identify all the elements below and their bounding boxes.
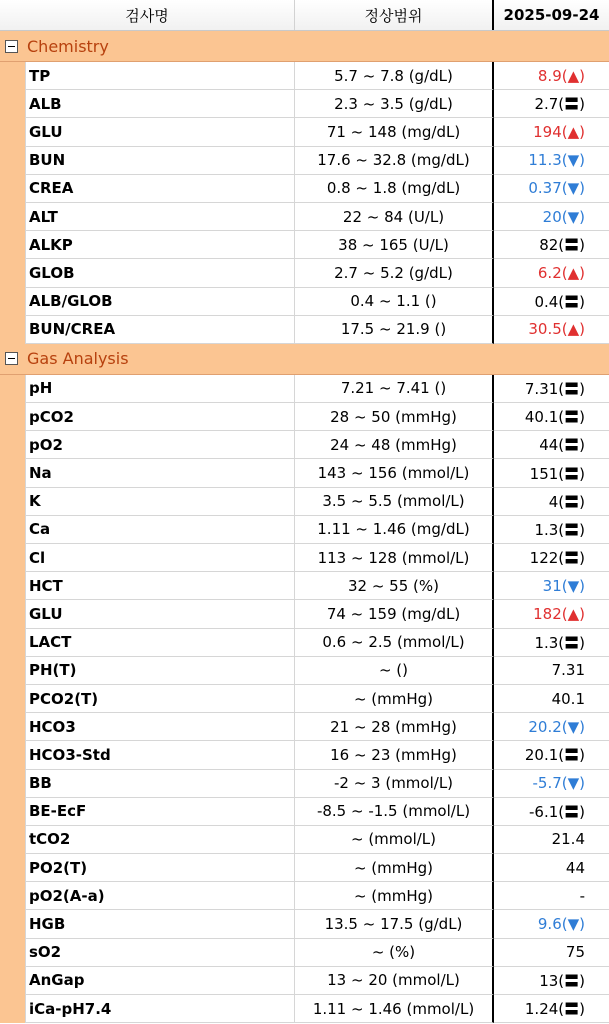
test-name-cell[interactable]: GLU: [25, 600, 295, 628]
result-value-cell[interactable]: -: [494, 882, 609, 910]
result-value-cell[interactable]: 75: [494, 939, 609, 967]
group-indent-gutter: [0, 544, 25, 572]
test-name-cell[interactable]: TP: [25, 62, 295, 90]
group-header[interactable]: [0, 31, 609, 62]
normal-range-cell[interactable]: 74 ~ 159 (mg/dL): [295, 600, 494, 628]
result-value-cell[interactable]: -6.1(〓): [494, 798, 609, 826]
test-name-cell[interactable]: PCO2(T): [25, 685, 295, 713]
table-row[interactable]: [0, 798, 609, 826]
group-indent-gutter: [0, 770, 25, 798]
group-indent-gutter: [0, 459, 25, 487]
collapse-toggle-icon[interactable]: [5, 40, 18, 53]
test-name-cell[interactable]: GLOB: [25, 259, 295, 287]
table-row[interactable]: [0, 375, 609, 403]
result-value-cell[interactable]: 31(▼): [494, 572, 609, 600]
normal-range-cell[interactable]: ~ (mmHg): [295, 685, 494, 713]
column-header-normal-range[interactable]: 정상범위: [295, 0, 494, 30]
test-name-cell[interactable]: ALB: [25, 90, 295, 118]
normal-range-cell[interactable]: ~ (mmol/L): [295, 826, 494, 854]
group-indent-gutter: [0, 939, 25, 967]
table-row[interactable]: [0, 288, 609, 316]
normal-range-cell[interactable]: 3.5 ~ 5.5 (mmol/L): [295, 488, 494, 516]
result-value-cell[interactable]: 151(〓): [494, 459, 609, 487]
result-value-cell[interactable]: 40.1(〓): [494, 403, 609, 431]
test-name-cell[interactable]: BB: [25, 770, 295, 798]
table-row[interactable]: [0, 431, 609, 459]
result-value-cell[interactable]: 20.2(▼): [494, 713, 609, 741]
group-indent-gutter: [0, 657, 25, 685]
test-name-cell[interactable]: PO2(T): [25, 854, 295, 882]
group-indent-gutter: [0, 516, 25, 544]
result-value-cell[interactable]: 13(〓): [494, 967, 609, 995]
grid-body: [0, 31, 609, 1023]
normal-range-cell[interactable]: 28 ~ 50 (mmHg): [295, 403, 494, 431]
normal-range-cell[interactable]: 0.4 ~ 1.1 (): [295, 288, 494, 316]
table-row[interactable]: [0, 175, 609, 203]
test-name-cell[interactable]: iCa-pH7.4: [25, 995, 295, 1023]
result-value-cell[interactable]: 182(▲): [494, 600, 609, 628]
normal-range-cell[interactable]: -2 ~ 3 (mmol/L): [295, 770, 494, 798]
group-indent-gutter: [0, 90, 25, 118]
test-name-cell[interactable]: BUN/CREA: [25, 316, 295, 344]
normal-range-cell[interactable]: ~ (mmHg): [295, 882, 494, 910]
group-indent-gutter: [0, 685, 25, 713]
group-indent-gutter: [0, 203, 25, 231]
group-title: Gas Analysis: [27, 349, 129, 369]
group-indent-gutter: [0, 882, 25, 910]
table-row[interactable]: [0, 147, 609, 175]
table-row[interactable]: [0, 826, 609, 854]
normal-range-cell[interactable]: ~ (): [295, 657, 494, 685]
normal-range-cell[interactable]: 5.7 ~ 7.8 (g/dL): [295, 62, 494, 90]
test-name-cell[interactable]: sO2: [25, 939, 295, 967]
normal-range-cell[interactable]: 0.8 ~ 1.8 (mg/dL): [295, 175, 494, 203]
result-value-cell[interactable]: 44(〓): [494, 431, 609, 459]
table-row[interactable]: [0, 600, 609, 628]
normal-range-cell[interactable]: 7.21 ~ 7.41 (): [295, 375, 494, 403]
normal-range-cell[interactable]: 1.11 ~ 1.46 (mmol/L): [295, 995, 494, 1023]
test-name-cell[interactable]: BUN: [25, 147, 295, 175]
result-value-cell[interactable]: 0.37(▼): [494, 175, 609, 203]
test-name-cell[interactable]: ALKP: [25, 231, 295, 259]
normal-range-cell[interactable]: 2.3 ~ 3.5 (g/dL): [295, 90, 494, 118]
result-value-cell[interactable]: 11.3(▼): [494, 147, 609, 175]
table-row[interactable]: [0, 854, 609, 882]
test-name-cell[interactable]: HCO3: [25, 713, 295, 741]
normal-range-cell[interactable]: 143 ~ 156 (mmol/L): [295, 459, 494, 487]
test-name-cell[interactable]: LACT: [25, 629, 295, 657]
table-row[interactable]: [0, 316, 609, 344]
table-row[interactable]: [0, 459, 609, 487]
group-indent-gutter: [0, 572, 25, 600]
group-indent-gutter: [0, 798, 25, 826]
result-value-cell[interactable]: -5.7(▼): [494, 770, 609, 798]
group-indent-gutter: [0, 431, 25, 459]
result-value-cell[interactable]: 44: [494, 854, 609, 882]
group-indent-gutter: [0, 231, 25, 259]
test-name-cell[interactable]: GLU: [25, 118, 295, 146]
group-indent-gutter: [0, 967, 25, 995]
result-value-cell[interactable]: 9.6(▼): [494, 910, 609, 938]
table-row[interactable]: [0, 770, 609, 798]
normal-range-cell[interactable]: 24 ~ 48 (mmHg): [295, 431, 494, 459]
group-indent-gutter: [0, 488, 25, 516]
group-indent-gutter: [0, 629, 25, 657]
column-header-row: [0, 0, 609, 31]
table-row[interactable]: [0, 516, 609, 544]
result-value-cell[interactable]: 7.31: [494, 657, 609, 685]
group-indent-gutter: [0, 288, 25, 316]
test-name-cell[interactable]: HGB: [25, 910, 295, 938]
group-header[interactable]: [0, 344, 609, 375]
table-row[interactable]: [0, 118, 609, 146]
group-indent-gutter: [0, 403, 25, 431]
normal-range-cell[interactable]: 17.5 ~ 21.9 (): [295, 316, 494, 344]
test-name-cell[interactable]: AnGap: [25, 967, 295, 995]
result-value-cell[interactable]: 6.2(▲): [494, 259, 609, 287]
result-value-cell[interactable]: 1.3(〓): [494, 629, 609, 657]
result-value-cell[interactable]: 1.3(〓): [494, 516, 609, 544]
test-name-cell[interactable]: Na: [25, 459, 295, 487]
normal-range-cell[interactable]: 0.6 ~ 2.5 (mmol/L): [295, 629, 494, 657]
table-row[interactable]: [0, 488, 609, 516]
normal-range-cell[interactable]: 38 ~ 165 (U/L): [295, 231, 494, 259]
test-name-cell[interactable]: CREA: [25, 175, 295, 203]
normal-range-cell[interactable]: 21 ~ 28 (mmHg): [295, 713, 494, 741]
group-indent-gutter: [0, 375, 25, 403]
group-indent-gutter: [0, 259, 25, 287]
table-row[interactable]: [0, 713, 609, 741]
table-row[interactable]: [0, 629, 609, 657]
table-row[interactable]: [0, 939, 609, 967]
test-name-cell[interactable]: tCO2: [25, 826, 295, 854]
table-row[interactable]: [0, 259, 609, 287]
normal-range-cell[interactable]: 2.7 ~ 5.2 (g/dL): [295, 259, 494, 287]
result-value-cell[interactable]: 20(▼): [494, 203, 609, 231]
group-indent-gutter: [0, 826, 25, 854]
test-name-cell[interactable]: ALT: [25, 203, 295, 231]
result-value-cell[interactable]: 2.7(〓): [494, 90, 609, 118]
normal-range-cell[interactable]: 22 ~ 84 (U/L): [295, 203, 494, 231]
result-value-cell[interactable]: 4(〓): [494, 488, 609, 516]
group-indent-gutter: [0, 600, 25, 628]
table-row[interactable]: [0, 572, 609, 600]
result-value-cell[interactable]: 0.4(〓): [494, 288, 609, 316]
normal-range-cell[interactable]: 71 ~ 148 (mg/dL): [295, 118, 494, 146]
result-value-cell[interactable]: 30.5(▲): [494, 316, 609, 344]
result-value-cell[interactable]: 1.24(〓): [494, 995, 609, 1023]
group-indent-gutter: [0, 118, 25, 146]
test-name-cell[interactable]: HCT: [25, 572, 295, 600]
collapse-toggle-icon[interactable]: [5, 352, 18, 365]
group-indent-gutter: [0, 854, 25, 882]
result-value-cell[interactable]: 40.1: [494, 685, 609, 713]
table-row[interactable]: [0, 995, 609, 1023]
table-row[interactable]: [0, 544, 609, 572]
test-name-cell[interactable]: Cl: [25, 544, 295, 572]
table-row[interactable]: [0, 741, 609, 769]
test-name-cell[interactable]: pCO2: [25, 403, 295, 431]
result-value-cell[interactable]: 8.9(▲): [494, 62, 609, 90]
result-value-cell[interactable]: 21.4: [494, 826, 609, 854]
table-row[interactable]: [0, 203, 609, 231]
result-value-cell[interactable]: 194(▲): [494, 118, 609, 146]
normal-range-cell[interactable]: -8.5 ~ -1.5 (mmol/L): [295, 798, 494, 826]
column-header-date[interactable]: 2025-09-24: [503, 6, 600, 24]
test-name-cell[interactable]: BE-EcF: [25, 798, 295, 826]
table-row[interactable]: [0, 403, 609, 431]
group-indent-gutter: [0, 910, 25, 938]
test-name-cell[interactable]: pO2: [25, 431, 295, 459]
test-name-cell[interactable]: HCO3-Std: [25, 741, 295, 769]
table-row[interactable]: [0, 685, 609, 713]
column-header-test-name[interactable]: 검사명: [0, 0, 295, 30]
table-row[interactable]: [0, 62, 609, 90]
group-title: Chemistry: [27, 36, 109, 56]
group-indent-gutter: [0, 62, 25, 90]
table-row[interactable]: [0, 90, 609, 118]
table-row[interactable]: [0, 910, 609, 938]
group-indent-gutter: [0, 147, 25, 175]
test-name-cell[interactable]: ALB/GLOB: [25, 288, 295, 316]
normal-range-cell[interactable]: 113 ~ 128 (mmol/L): [295, 544, 494, 572]
test-name-cell[interactable]: PH(T): [25, 657, 295, 685]
normal-range-cell[interactable]: 32 ~ 55 (%): [295, 572, 494, 600]
table-row[interactable]: [0, 967, 609, 995]
normal-range-cell[interactable]: 17.6 ~ 32.8 (mg/dL): [295, 147, 494, 175]
normal-range-cell[interactable]: 16 ~ 23 (mmHg): [295, 741, 494, 769]
result-value-cell[interactable]: 82(〓): [494, 231, 609, 259]
result-value-cell[interactable]: 122(〓): [494, 544, 609, 572]
table-row[interactable]: [0, 231, 609, 259]
result-value-cell[interactable]: 7.31(〓): [494, 375, 609, 403]
table-row[interactable]: [0, 657, 609, 685]
group-indent-gutter: [0, 175, 25, 203]
test-name-cell[interactable]: K: [25, 488, 295, 516]
test-name-cell[interactable]: pH: [25, 375, 295, 403]
group-indent-gutter: [0, 713, 25, 741]
test-name-cell[interactable]: pO2(A-a): [25, 882, 295, 910]
result-value-cell[interactable]: 20.1(〓): [494, 741, 609, 769]
group-indent-gutter: [0, 316, 25, 344]
normal-range-cell[interactable]: 13.5 ~ 17.5 (g/dL): [295, 910, 494, 938]
normal-range-cell[interactable]: ~ (%): [295, 939, 494, 967]
test-name-cell[interactable]: Ca: [25, 516, 295, 544]
normal-range-cell[interactable]: 13 ~ 20 (mmol/L): [295, 967, 494, 995]
group-indent-gutter: [0, 741, 25, 769]
table-row[interactable]: [0, 882, 609, 910]
normal-range-cell[interactable]: 1.11 ~ 1.46 (mg/dL): [295, 516, 494, 544]
normal-range-cell[interactable]: ~ (mmHg): [295, 854, 494, 882]
group-indent-gutter: [0, 995, 25, 1023]
